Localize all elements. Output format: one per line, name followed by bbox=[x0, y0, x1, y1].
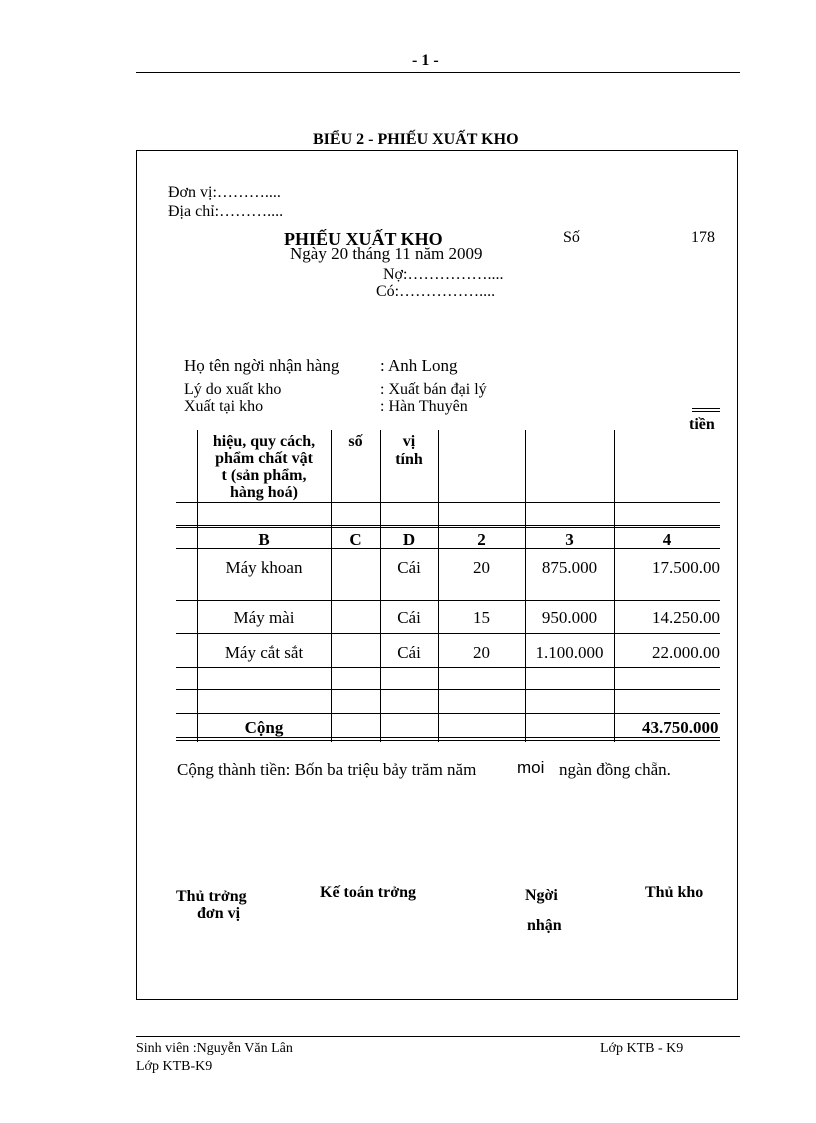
page-number: - 1 - bbox=[412, 52, 439, 69]
table-row-3-unit: Cái bbox=[397, 643, 421, 662]
footer-student: Sinh viên :Nguyễn Văn Lân bbox=[136, 1041, 293, 1056]
table-row-3-name: Máy cắt sắt bbox=[224, 643, 304, 662]
slip-title: PHIẾU XUẤT KHO bbox=[284, 229, 443, 249]
credit-account: Có:…………….... bbox=[376, 283, 496, 300]
reason-value: : Xuất bán đại lý bbox=[380, 381, 487, 398]
table-row-1-amount: 17.500.00 bbox=[652, 558, 720, 577]
receiver-label: Họ tên ngời nhận hàng bbox=[184, 356, 340, 375]
header-name-line2: phẩm chất vật bbox=[215, 450, 313, 467]
header-name-line4: hàng hoá) bbox=[229, 484, 299, 501]
tien-rule-bottom bbox=[692, 411, 720, 412]
warehouse-label: Xuất tại kho bbox=[184, 398, 264, 415]
warehouse-value: : Hàn Thuyên bbox=[380, 398, 468, 415]
figure-title: BIỂU 2 - PHIẾU XUẤT KHO bbox=[313, 131, 519, 148]
header-unit-line1: vị bbox=[402, 433, 416, 450]
table-col-rule bbox=[380, 430, 381, 742]
total-label: Cộng bbox=[244, 718, 284, 737]
table-rule bbox=[176, 740, 720, 741]
table-rule bbox=[176, 667, 720, 668]
table-row-2-qty: 15 bbox=[473, 608, 490, 627]
table-row-2-price: 950.000 bbox=[541, 608, 598, 627]
don-vi: Đơn vị:……….... bbox=[168, 184, 281, 201]
letter-2: 2 bbox=[477, 530, 486, 549]
header-name-line3: t (sản phẩm, bbox=[221, 467, 307, 484]
table-row-2-unit: Cái bbox=[397, 608, 421, 627]
amount-in-words-part1: Cộng thành tiền: Bốn ba triệu bảy trăm năm bbox=[177, 760, 477, 779]
table-row-3-amount: 22.000.00 bbox=[652, 643, 720, 662]
table-rule bbox=[176, 600, 720, 601]
header-code: số bbox=[348, 433, 363, 450]
table-rule bbox=[176, 713, 720, 714]
table-col-rule bbox=[525, 430, 526, 742]
table-row-3-price: 1.100.000 bbox=[535, 643, 604, 662]
goods-table bbox=[176, 430, 720, 742]
footer-class-left: Lớp KTB-K9 bbox=[136, 1059, 213, 1074]
letter-3: 3 bbox=[565, 530, 574, 549]
table-col-rule bbox=[614, 430, 615, 742]
footer-class-right: Lớp KTB - K9 bbox=[600, 1041, 684, 1056]
header-rule bbox=[136, 72, 740, 73]
table-row-2-amount: 14.250.00 bbox=[652, 608, 720, 627]
receiver-value: : Anh Long bbox=[380, 356, 458, 375]
so-label: Số bbox=[563, 229, 580, 246]
table-col-rule bbox=[331, 430, 332, 742]
table-rule bbox=[176, 527, 720, 528]
slip-date: Ngày 20 tháng 11 năm 2009 bbox=[290, 244, 483, 263]
header-name-line1: hiệu, quy cách, bbox=[212, 433, 316, 450]
debit-account: Nợ:…………….... bbox=[383, 266, 504, 283]
amount-in-words-part3: ngàn đồng chẵn. bbox=[559, 760, 671, 779]
table-row-1-name: Máy khoan bbox=[225, 558, 303, 577]
letter-b: B bbox=[258, 530, 270, 549]
letter-c: C bbox=[349, 530, 362, 549]
table-row-2-name: Máy mài bbox=[233, 608, 295, 627]
amount-in-words-part2: moi bbox=[517, 758, 545, 777]
total-value: 43.750.000 bbox=[642, 718, 719, 737]
table-row-1-price: 875.000 bbox=[541, 558, 598, 577]
table-rule bbox=[176, 633, 720, 634]
signature-head-line2: đơn vị bbox=[197, 905, 241, 922]
letter-4: 4 bbox=[662, 530, 672, 549]
letter-d: D bbox=[402, 530, 416, 549]
tien-rule-top bbox=[692, 408, 720, 409]
signature-receiver-line2: nhận bbox=[527, 917, 562, 934]
signature-accountant: Kế toán trởng bbox=[320, 884, 416, 901]
so-value: 178 bbox=[691, 229, 715, 246]
table-row-1-qty: 20 bbox=[473, 558, 490, 577]
table-rule bbox=[176, 502, 720, 503]
table-rule bbox=[176, 689, 720, 690]
footer-rule bbox=[136, 1036, 740, 1037]
table-row-3-qty: 20 bbox=[473, 643, 490, 662]
signature-storekeeper: Thủ kho bbox=[645, 884, 704, 901]
signature-head-line1: Thủ trởng bbox=[176, 888, 247, 905]
signature-receiver-line1: Ngời bbox=[525, 887, 558, 904]
table-col-rule bbox=[438, 430, 439, 742]
reason-label: Lý do xuất kho bbox=[184, 381, 282, 398]
table-row-1-unit: Cái bbox=[397, 558, 421, 577]
header-unit-line2: tính bbox=[395, 451, 423, 468]
table-rule bbox=[176, 525, 720, 526]
tien-fragment: tiền bbox=[689, 416, 715, 433]
dia-chi: Địa chỉ:……….... bbox=[168, 203, 284, 220]
